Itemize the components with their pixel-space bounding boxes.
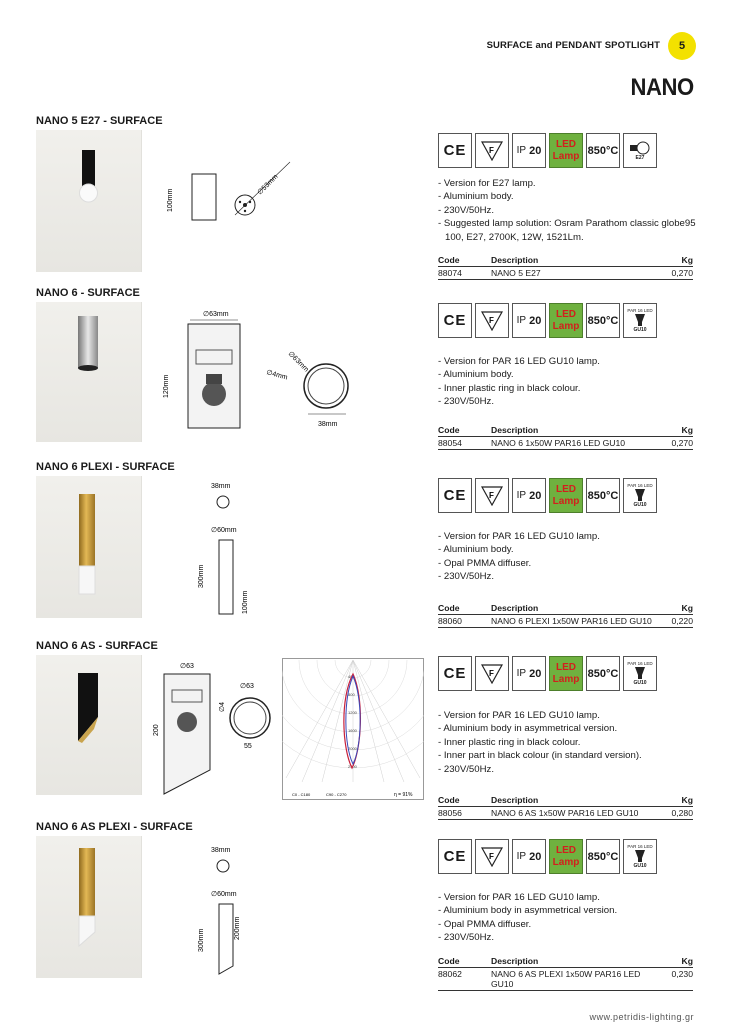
ip-label: IP — [516, 315, 527, 326]
glow-wire-icon: 850°C — [586, 839, 620, 874]
polar-tick-label: 2000 — [348, 746, 357, 751]
code-header: Code — [438, 956, 460, 966]
feature-list — [438, 177, 703, 244]
feature-item: - Aluminium body in asymmetrical version. — [438, 905, 618, 917]
description-header: Description — [491, 603, 539, 613]
ip-label: IP — [516, 851, 527, 862]
ip-rating-icon — [512, 839, 546, 874]
code-cell: 88074 — [438, 268, 462, 278]
polar-light-distribution-chart — [282, 658, 424, 800]
par16-lamp-icon — [623, 478, 657, 513]
polar-tick-label: 800 — [348, 692, 355, 697]
product-render — [36, 655, 142, 795]
product-code-table — [438, 956, 693, 991]
lamp-label: GU10 — [633, 502, 647, 508]
led-line1: LED — [556, 483, 576, 495]
ce-mark-icon: CE — [438, 656, 472, 691]
product-render — [36, 836, 142, 978]
kg-cell: 0,280 — [671, 808, 693, 818]
feature-item: - Inner part in black colour (in standard version). — [438, 750, 642, 762]
svg-text:F: F — [489, 145, 494, 155]
product-photo — [36, 130, 142, 272]
led-line2: Lamp — [552, 320, 580, 332]
description-cell: NANO 6 AS PLEXI 1x50W PAR16 LED GU10 — [491, 969, 641, 989]
lamp-label: E27 — [635, 154, 645, 161]
led-line1: LED — [556, 844, 576, 856]
product-photo — [36, 302, 142, 442]
table-header — [438, 425, 693, 437]
description-cell: NANO 6 AS 1x50W PAR16 LED GU10 — [491, 808, 639, 818]
led-line2: Lamp — [552, 495, 580, 507]
kg-cell: 0,270 — [671, 268, 693, 278]
led-lamp-icon — [549, 478, 583, 513]
description-cell: NANO 5 E27 — [491, 268, 541, 278]
product-photo — [36, 655, 142, 795]
ip-value: 20 — [529, 489, 542, 502]
feature-item: - Aluminium body. — [438, 369, 514, 381]
led-line1: LED — [556, 308, 576, 320]
led-line2: Lamp — [552, 856, 580, 868]
dim-top: 38mm — [211, 483, 231, 490]
kg-header: Kg — [681, 956, 693, 966]
svg-text:F: F — [489, 490, 494, 500]
table-header — [438, 255, 693, 267]
ip-value: 20 — [529, 667, 542, 680]
product-photo — [36, 836, 142, 978]
dim-width: ∅63mm — [203, 311, 229, 318]
polar-efficiency: η = 91% — [394, 792, 413, 798]
dim-inner: ∅4 — [219, 702, 226, 712]
led-lamp-icon — [549, 303, 583, 338]
feature-item: - Version for PAR 16 LED GU10 lamp. — [438, 531, 600, 542]
kg-cell: 0,270 — [671, 438, 693, 448]
feature-item: - Aluminium body in asymmetrical version. — [438, 723, 618, 735]
description-header: Description — [491, 255, 539, 265]
feature-list — [438, 709, 703, 776]
description-cell: NANO 6 PLEXI 1x50W PAR16 LED GU10 — [491, 616, 652, 626]
technical-drawing — [195, 480, 275, 618]
code-header: Code — [438, 603, 460, 613]
dim-height: 120mm — [163, 374, 170, 398]
polar-tick-label: 400 — [348, 674, 355, 679]
feature-item: - 230V/50Hz. — [438, 396, 494, 408]
led-lamp-icon — [549, 133, 583, 168]
feature-item: - 230V/50Hz. — [438, 932, 494, 944]
product-title: NANO 6 AS - SURFACE — [36, 640, 158, 652]
polar-tick-label: 1600 — [348, 728, 357, 733]
product-code-table — [438, 795, 693, 820]
f-mark-icon — [475, 656, 509, 691]
polar-tick-label: 1200 — [348, 710, 357, 715]
dim-depth: 38mm — [318, 421, 338, 428]
polar-legend-a: C0 - C180 — [292, 792, 311, 797]
glow-wire-icon: 850°C — [586, 133, 620, 168]
par16-lamp-icon — [623, 656, 657, 691]
table-row — [438, 807, 693, 820]
technical-drawing — [160, 160, 310, 230]
kg-header: Kg — [681, 603, 693, 613]
feature-list — [438, 530, 703, 584]
table-header — [438, 795, 693, 807]
feature-item: - Suggested lamp solution: Osram Parathom classic globe95 — [438, 218, 696, 230]
feature-item: - Opal PMMA diffuser. — [438, 918, 532, 930]
lamp-label: GU10 — [633, 327, 647, 333]
feature-item: - 230V/50Hz. — [438, 571, 494, 583]
feature-list — [438, 355, 703, 409]
feature-item: - Opal PMMA diffuser. — [438, 557, 532, 569]
dim-diameter: ∅60mm — [211, 891, 237, 898]
product-render — [36, 302, 142, 442]
ce-mark-icon: CE — [438, 839, 472, 874]
dim-height: 300mm — [198, 928, 205, 952]
ce-mark-icon: CE — [438, 133, 472, 168]
ip-rating-icon — [512, 133, 546, 168]
ip-value: 20 — [529, 314, 542, 327]
feature-item: - Version for PAR 16 LED GU10 lamp. — [438, 710, 600, 721]
polar-tick-label: 2400 — [348, 764, 357, 769]
code-cell: 88062 — [438, 969, 462, 979]
table-row — [438, 968, 693, 991]
description-header: Description — [491, 425, 539, 435]
f-mark-icon — [475, 478, 509, 513]
ip-rating-icon — [512, 478, 546, 513]
product-photo — [36, 476, 142, 618]
ip-label: IP — [516, 668, 527, 679]
feature-list — [438, 891, 703, 945]
dim-width: ∅63 — [180, 663, 194, 670]
table-row — [438, 437, 693, 450]
certification-icons — [438, 303, 657, 338]
page-number: 5 — [678, 40, 686, 52]
table-header — [438, 603, 693, 615]
dim-diameter: ∅53mm — [256, 173, 280, 197]
certification-icons — [438, 133, 657, 168]
feature-item: - Version for PAR 16 LED GU10 lamp. — [438, 892, 600, 903]
kg-cell: 0,220 — [671, 616, 693, 626]
led-lamp-icon — [549, 656, 583, 691]
glow-wire-icon: 850°C — [586, 303, 620, 338]
code-cell: 88054 — [438, 438, 462, 448]
par16-lamp-icon — [623, 839, 657, 874]
svg-text:F: F — [489, 668, 494, 678]
ip-label: IP — [516, 145, 527, 156]
feature-item: - Version for PAR 16 LED GU10 lamp. — [438, 356, 600, 367]
product-title: NANO 5 E27 - SURFACE — [36, 115, 163, 127]
ce-mark-icon: CE — [438, 303, 472, 338]
led-lamp-icon — [549, 839, 583, 874]
kg-header: Kg — [681, 255, 693, 265]
dim-depth: 55 — [244, 743, 252, 750]
product-code-table — [438, 255, 693, 280]
led-line2: Lamp — [552, 673, 580, 685]
kg-header: Kg — [681, 795, 693, 805]
code-cell: 88060 — [438, 616, 462, 626]
description-header: Description — [491, 956, 539, 966]
dim-top: 38mm — [211, 847, 231, 854]
dim-height: 100mm — [167, 188, 174, 212]
dim-diameter: ∅63 — [240, 683, 254, 690]
ip-label: IP — [516, 490, 527, 501]
dim-diameter: ∅63mm — [286, 350, 310, 374]
dim-inner: ∅4mm — [265, 369, 289, 382]
family-title: NANO — [630, 74, 694, 101]
feature-item: - Aluminium body. — [438, 544, 514, 556]
ip-rating-icon — [512, 303, 546, 338]
product-title: NANO 6 PLEXI - SURFACE — [36, 461, 175, 473]
table-header — [438, 956, 693, 968]
technical-drawing — [195, 844, 275, 980]
table-row — [438, 615, 693, 628]
ip-value: 20 — [529, 144, 542, 157]
feature-item: - Inner plastic ring in black colour. — [438, 382, 581, 394]
polar-legend-b: C90 - C270 — [326, 792, 347, 797]
feature-item: - Version for E27 lamp. — [438, 178, 536, 189]
e27-bulb-icon — [623, 133, 657, 168]
description-header: Description — [491, 795, 539, 805]
technical-drawing — [158, 306, 368, 438]
ip-rating-icon — [512, 656, 546, 691]
lamp-top-label: PAR 16 LED — [627, 661, 653, 666]
code-header: Code — [438, 255, 460, 265]
product-code-table — [438, 603, 693, 628]
dim-diffuser: 200mm — [234, 916, 241, 940]
dim-diameter: ∅60mm — [211, 527, 237, 534]
category-heading: SURFACE and PENDANT SPOTLIGHT — [486, 40, 660, 51]
led-line2: Lamp — [552, 150, 580, 162]
dim-diffuser: 100mm — [242, 590, 249, 614]
svg-text:F: F — [489, 315, 494, 325]
product-render — [36, 130, 142, 272]
product-render — [36, 476, 142, 618]
glow-wire-icon: 850°C — [586, 656, 620, 691]
led-line1: LED — [556, 138, 576, 150]
code-cell: 88056 — [438, 808, 462, 818]
feature-item: 100, E27, 2700K, 12W, 1521Lm. — [445, 231, 584, 243]
svg-text:F: F — [489, 851, 494, 861]
certification-icons — [438, 839, 657, 874]
feature-item: - 230V/50Hz. — [438, 204, 494, 216]
feature-item: - Aluminium body. — [438, 191, 514, 203]
feature-item: - Inner plastic ring in black colour. — [438, 736, 581, 748]
par16-lamp-icon — [623, 303, 657, 338]
technical-drawing — [150, 660, 280, 800]
lamp-label: GU10 — [633, 863, 647, 869]
f-mark-icon — [475, 133, 509, 168]
dim-height: 200 — [153, 724, 160, 736]
lamp-top-label: PAR 16 LED — [627, 844, 653, 849]
dim-height: 300mm — [198, 564, 205, 588]
table-row — [438, 267, 693, 280]
kg-header: Kg — [681, 425, 693, 435]
glow-wire-icon: 850°C — [586, 478, 620, 513]
lamp-label: GU10 — [633, 680, 647, 686]
ce-mark-icon: CE — [438, 478, 472, 513]
lamp-top-label: PAR 16 LED — [627, 483, 653, 488]
product-code-table — [438, 425, 693, 450]
lamp-top-label: PAR 16 LED — [627, 308, 653, 313]
description-cell: NANO 6 1x50W PAR16 LED GU10 — [491, 438, 626, 448]
ip-value: 20 — [529, 850, 542, 863]
kg-cell: 0,230 — [671, 969, 693, 979]
certification-icons — [438, 656, 657, 691]
code-header: Code — [438, 795, 460, 805]
led-line1: LED — [556, 661, 576, 673]
f-mark-icon — [475, 303, 509, 338]
page-number-badge — [668, 32, 696, 60]
certification-icons — [438, 478, 657, 513]
f-mark-icon — [475, 839, 509, 874]
footer-website-link[interactable]: www.petridis-lighting.gr — [589, 1012, 694, 1022]
code-header: Code — [438, 425, 460, 435]
product-title: NANO 6 - SURFACE — [36, 287, 140, 299]
feature-item: - 230V/50Hz. — [438, 763, 494, 775]
product-title: NANO 6 AS PLEXI - SURFACE — [36, 821, 193, 833]
